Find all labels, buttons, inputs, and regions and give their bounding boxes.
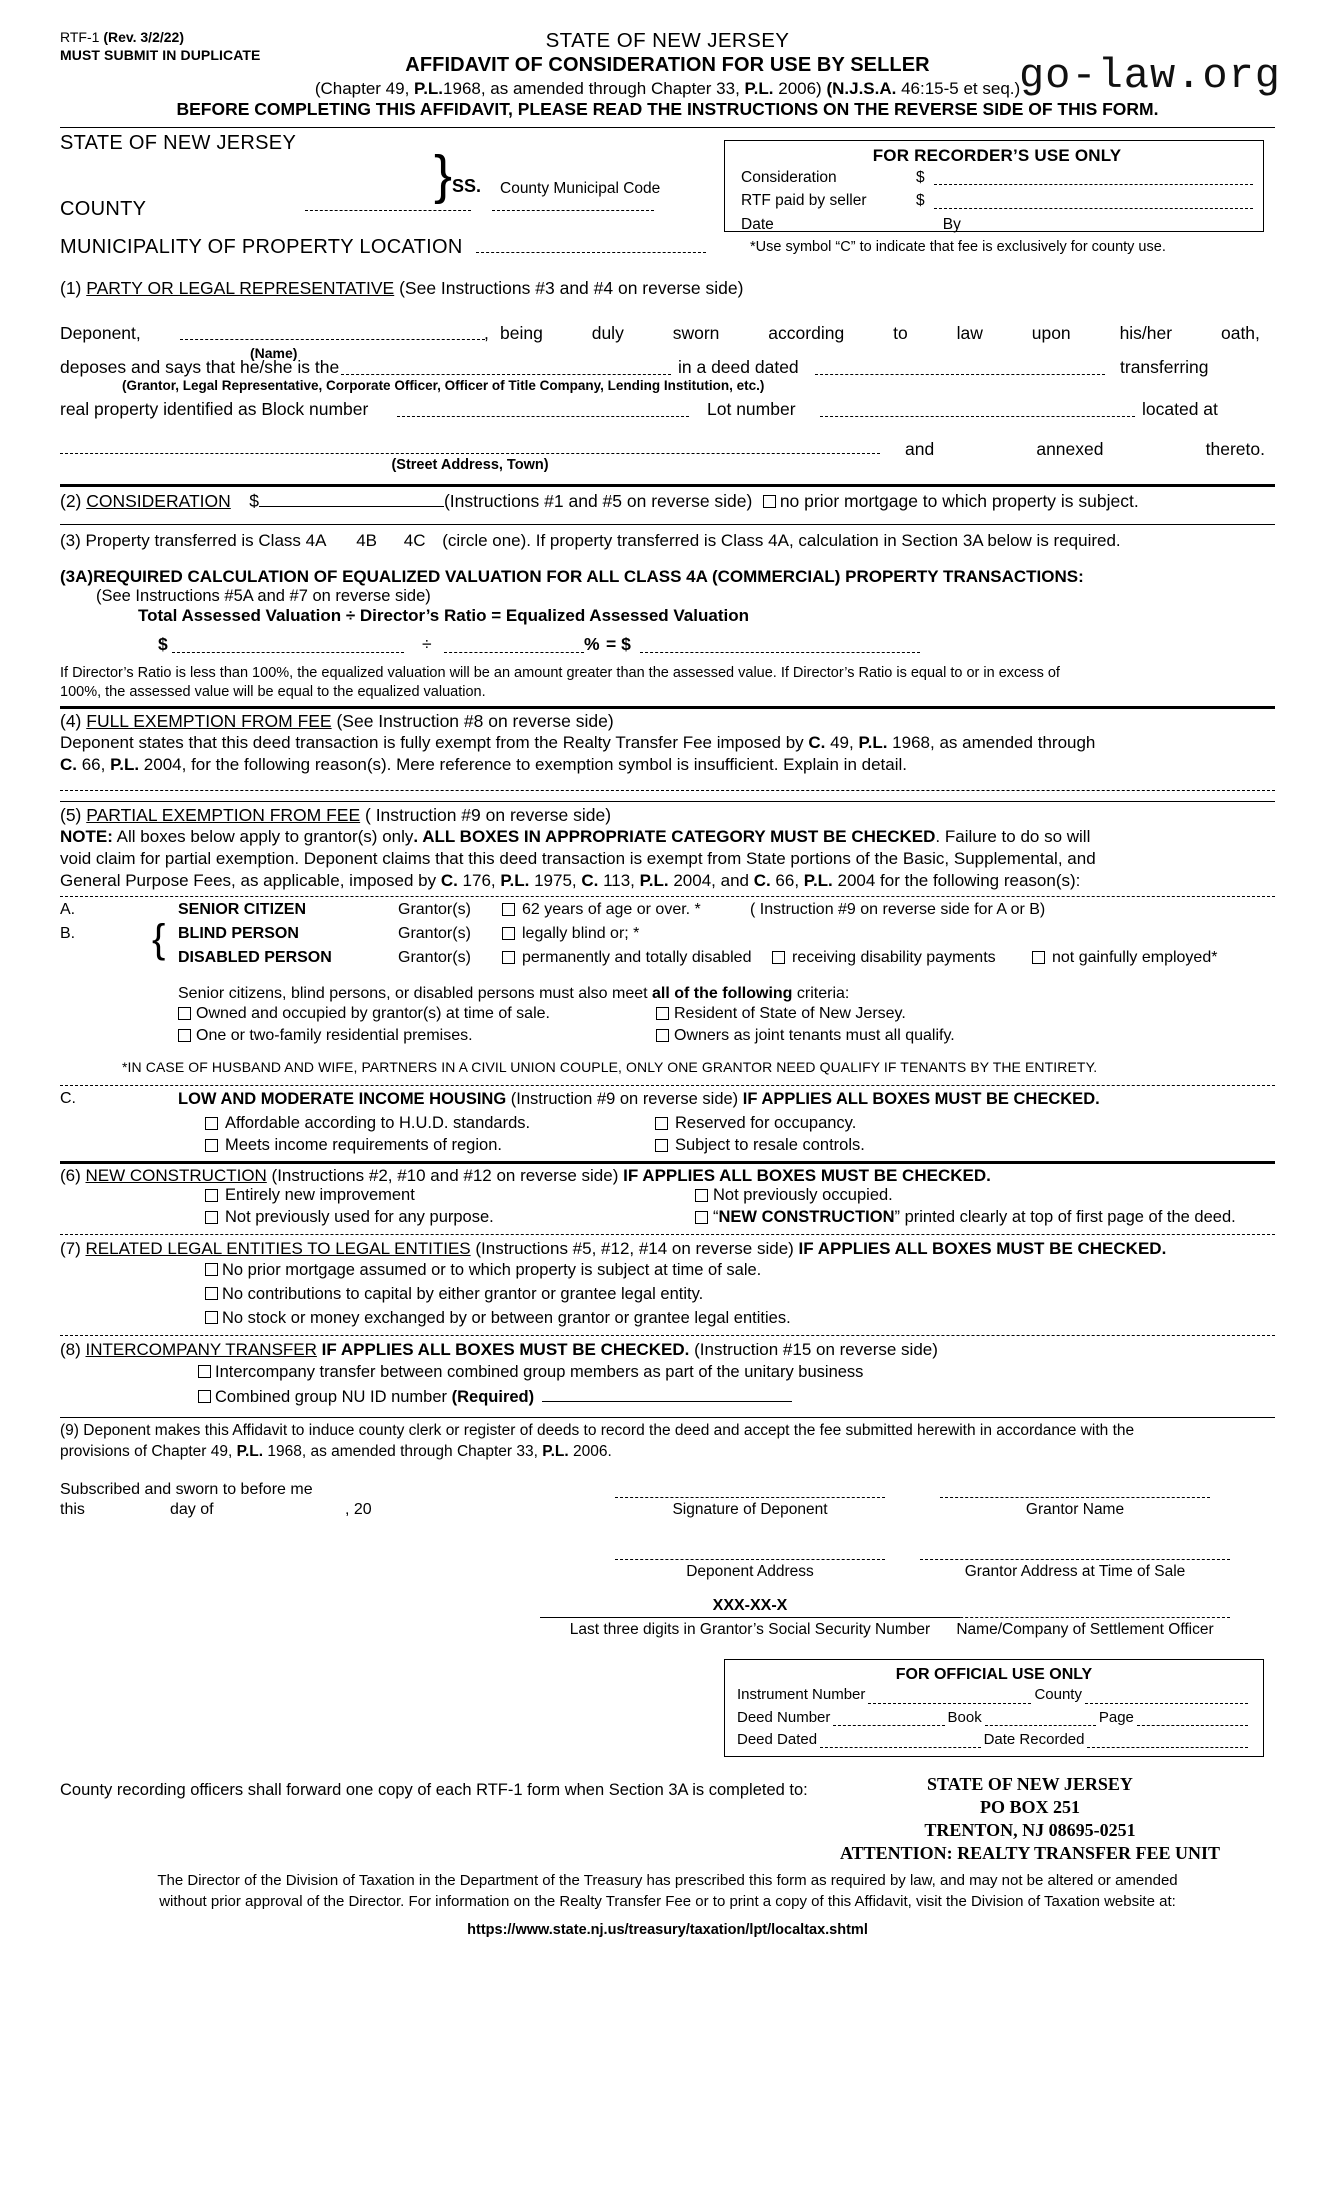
county-code-field[interactable] <box>492 210 654 211</box>
combined-group-nuid-checkbox[interactable] <box>198 1390 211 1403</box>
list-item: No contributions to capital by either grantor or grantee legal entity. <box>205 1283 1275 1307</box>
form-header <box>60 28 1281 124</box>
dollar-sign: $ <box>916 169 925 186</box>
hud-standards-label: Affordable according to H.U.D. standards. <box>225 1114 531 1133</box>
instrument-label: Instrument Number <box>737 1686 866 1704</box>
row-a-letter: A. <box>60 901 76 919</box>
address-line: STATE OF NEW JERSEY <box>927 1774 1133 1795</box>
this-label: this <box>60 1501 85 1519</box>
not-previously-used-label: Not previously used for any purpose. <box>225 1208 494 1227</box>
hud-standards-checkbox[interactable] <box>205 1117 218 1130</box>
recorder-consideration-row <box>741 166 1253 189</box>
deponent-address-caption: Deponent Address <box>686 1563 814 1581</box>
signature-deponent-field[interactable] <box>615 1497 885 1498</box>
use-symbol-note: *Use symbol “C” to indicate that fee is exclusively for county use. <box>750 239 1166 255</box>
section-4-body: Deponent states that this deed transaction is fully exempt from the Realty Transfer Fee imposed by C. 49, P.L. 1968, as amended through C. 66, P.L. 2004, for the following reason(s). Mere reference to exemption symbol is insufficient. Explain in detail. <box>60 732 1096 774</box>
page-label: Page <box>1098 1708 1134 1726</box>
sworn-word: duly <box>591 323 624 343</box>
divider <box>60 706 1275 709</box>
recorder-rtf-row <box>741 189 1253 212</box>
deponent-row: Deponent, , being duly sworn according to law upon his/her oath, (Name) <box>60 323 1260 361</box>
header-state: STATE OF NEW JERSEY <box>545 29 790 52</box>
section-3-text-2: (circle one). If property transferred is Class 4A, calculation in Section 3A below is required. <box>442 531 1121 550</box>
low-moderate-grid <box>205 1114 1275 1158</box>
street-address-row <box>60 439 1275 481</box>
disability-payments-checkbox[interactable] <box>772 951 785 964</box>
watermark: go-law.org <box>1018 52 1281 100</box>
section-2-instructions: (Instructions #1 and #5 on reverse side) <box>443 491 753 511</box>
equalized-valuation-field[interactable] <box>640 652 920 653</box>
grantor-address-field[interactable] <box>920 1559 1230 1560</box>
disability-payments-label: receiving disability payments <box>792 949 996 967</box>
block-field[interactable] <box>397 416 689 417</box>
instrument-field[interactable] <box>868 1703 1031 1704</box>
list-item: Combined group NU ID number (Required) <box>198 1385 1275 1410</box>
dollar-sign: $ <box>158 633 168 654</box>
thereto-word: thereto. <box>1205 439 1265 459</box>
dollar-sign: $ <box>249 491 259 511</box>
signature-deponent-caption: Signature of Deponent <box>672 1501 828 1519</box>
section-3a-instructions: (See Instructions #5A and #7 on reverse side) <box>96 586 431 605</box>
divider <box>60 1234 1275 1235</box>
blind-disabled-row <box>60 917 1275 975</box>
grantor-name-caption: Grantor Name <box>1025 1501 1125 1519</box>
senior-citizen-label: SENIOR CITIZEN <box>178 901 307 919</box>
divider <box>60 896 1275 897</box>
legally-blind-checkbox[interactable] <box>502 927 515 940</box>
recorder-rtf-label: RTF paid by seller <box>741 192 867 210</box>
annexed-word: annexed <box>1036 439 1104 459</box>
sworn-word: to <box>893 323 908 343</box>
resident-nj-checkbox[interactable] <box>656 1007 669 1020</box>
recorder-by-field[interactable] <box>969 213 1253 232</box>
deponent-label: Deponent, <box>60 323 141 343</box>
forward-address <box>820 1773 1240 1865</box>
section-1-heading: (1) PARTY OR LEGAL REPRESENTATIVE (See Instructions #3 and #4 on reverse side) <box>60 278 744 298</box>
block-label: real property identified as Block number <box>60 399 369 419</box>
entirely-new-label: Entirely new improvement <box>225 1186 415 1205</box>
signature-block <box>60 1469 1275 1649</box>
no-stock-money-checkbox[interactable] <box>205 1311 218 1324</box>
form-revision: (Rev. 3/2/22) <box>103 29 184 45</box>
new-construction-printed-label: “NEW CONSTRUCTION” printed clearly at top of first page of the deed. <box>713 1208 1236 1227</box>
class-4c-option[interactable]: 4C <box>403 531 426 550</box>
row-c-letter: C. <box>60 1090 76 1108</box>
entirely-new-checkbox[interactable] <box>205 1189 218 1202</box>
brace-glyph: { <box>152 917 166 962</box>
ssn-caption: Last three digits in Grantor’s Social Security Number <box>569 1621 931 1639</box>
row-b-letter: B. <box>60 925 76 943</box>
section-3a <box>60 567 1275 703</box>
sworn-word: upon <box>1031 323 1071 343</box>
year-label: , 20 <box>345 1501 372 1519</box>
grantors-label: Grantor(s) <box>398 925 471 943</box>
located-at-text: located at <box>1142 399 1218 419</box>
legally-blind-label: legally blind or; * <box>522 925 640 943</box>
county-field[interactable] <box>1085 1703 1248 1704</box>
blind-person-label: BLIND PERSON <box>178 925 299 943</box>
duplicate-notice: MUST SUBMIT IN DUPLICATE <box>60 47 261 64</box>
sworn-word: oath, <box>1220 323 1260 343</box>
sworn-word: being <box>500 323 543 343</box>
section-2 <box>60 491 1275 521</box>
reserved-occupancy-checkbox[interactable] <box>655 1117 668 1130</box>
street-address-field[interactable] <box>60 453 880 454</box>
section-2-number: (2) <box>60 491 87 511</box>
footer-forward-block <box>60 1773 1275 1864</box>
criteria-label: Owned and occupied by grantor(s) at time of sale. <box>196 1005 550 1023</box>
recorder-date-label: Date <box>741 215 774 233</box>
senior-citizen-row <box>60 901 1275 925</box>
permanently-disabled-label: permanently and totally disabled <box>522 949 752 967</box>
deed-dated-row <box>737 1729 1251 1751</box>
recorder-consideration-field[interactable] <box>934 166 1253 185</box>
section-3 <box>60 530 1275 553</box>
role-caption: (Grantor, Legal Representative, Corporate Officer, Officer of Title Company, Lending Institution, etc.) <box>122 378 765 393</box>
section-4 <box>60 711 1275 791</box>
criteria-label: Resident of State of New Jersey. <box>674 1005 906 1023</box>
recorder-date-field[interactable] <box>774 213 929 232</box>
block-lot-row <box>60 399 1275 439</box>
recorder-by-label: By <box>942 215 961 233</box>
deed-dated-field[interactable] <box>820 1747 981 1748</box>
section-3a-calc-row <box>60 634 1275 664</box>
disclaimer-line: without prior approval of the Director. For information on the Realty Transfer Fee or to print a copy of this Affidavit, visit the Division of Taxation website at: <box>159 1892 1176 1910</box>
divider <box>60 1335 1275 1336</box>
sworn-word: law <box>956 323 983 343</box>
not-previously-used-checkbox[interactable] <box>205 1211 218 1224</box>
joint-tenants-checkbox[interactable] <box>656 1029 669 1042</box>
class-4b-option[interactable]: 4B <box>356 531 378 550</box>
official-use-wrapper <box>60 1659 1275 1769</box>
jurisdiction-block <box>60 132 1275 236</box>
recorder-date-row <box>741 213 1253 236</box>
divider <box>60 484 1275 487</box>
section-2-title: CONSIDERATION <box>86 491 231 511</box>
divider <box>60 1161 1275 1164</box>
new-construction-grid <box>205 1186 1275 1230</box>
section-3a-formula: Total Assessed Valuation ÷ Director’s Ratio = Equalized Assessed Valuation <box>138 605 749 625</box>
disabled-person-label: DISABLED PERSON <box>178 949 332 967</box>
ss-label: SS. <box>452 176 482 196</box>
combined-group-nuid-field[interactable] <box>542 1401 792 1402</box>
lot-label: Lot number <box>707 399 796 419</box>
deed-dated-text: in a deed dated <box>678 357 799 377</box>
address-line: PO BOX 251 <box>979 1797 1080 1818</box>
subscribed-label: Subscribed and sworn to before me <box>60 1481 313 1499</box>
list-item: No prior mortgage assumed or to which property is subject at time of sale. <box>205 1259 1275 1283</box>
deponent-name-field[interactable] <box>180 339 485 340</box>
owned-occupied-checkbox[interactable] <box>178 1007 191 1020</box>
section-5-note: NOTE: All boxes below apply to grantor(s) only. ALL BOXES IN APPROPRIATE CATEGORY MUST BE CHECKED. Failure to do so will void claim for partial exemption. Deponent claims that this deed transaction is exempt from State portions of the Basic, Supplemental, and General Purpose Fees, as applicable, imposed by C. 176, P.L. 1975, C. 113, P.L. 2004, and C. 66, P.L. 2004 for the following reason(s): <box>60 826 1096 891</box>
criteria-label: Owners as joint tenants must all qualify. <box>674 1027 955 1045</box>
book-field[interactable] <box>985 1725 1096 1726</box>
county-label: County <box>1034 1686 1082 1704</box>
directors-ratio-field[interactable] <box>444 652 584 653</box>
deed-number-row <box>737 1707 1251 1729</box>
intercompany-transfer-checkbox[interactable] <box>198 1365 211 1378</box>
not-gainfully-employed-label: not gainfully employed* <box>1052 949 1218 967</box>
section-4-heading: (4) FULL EXEMPTION FROM FEE (See Instruction #8 on reverse side) <box>60 710 614 731</box>
new-construction-printed-checkbox[interactable] <box>695 1211 708 1224</box>
date-recorded-label: Date Recorded <box>983 1730 1085 1748</box>
date-recorded-field[interactable] <box>1087 1747 1248 1748</box>
row-c-bold: IF APPLIES ALL BOXES MUST BE CHECKED. <box>742 1090 1100 1109</box>
husband-wife-note: *IN CASE OF HUSBAND AND WIFE, PARTNERS IN A CIVIL UNION COUPLE, ONLY ONE GRANTOR NEED QUALIFY IF TENANTS BY THE ENTIRETY. <box>122 1059 1098 1076</box>
section-3a-heading: (3A)REQUIRED CALCULATION OF EQUALIZED VALUATION FOR ALL CLASS 4A (COMMERCIAL) PROPERTY TRANSACTIONS: <box>60 566 1084 586</box>
no-contributions-checkbox[interactable] <box>205 1287 218 1300</box>
deed-number-label: Deed Number <box>737 1708 831 1726</box>
related-entities-list <box>205 1259 1275 1331</box>
senior-citizen-check-label: 62 years of age or over. * <box>522 901 701 919</box>
divide-symbol: ÷ <box>422 633 432 654</box>
row-a-instruction: ( Instruction #9 on reverse side for A or B) <box>750 901 1046 919</box>
reserved-occupancy-label: Reserved for occupancy. <box>675 1114 857 1133</box>
name-caption: (Name) <box>250 345 298 361</box>
no-prior-mortgage-checkbox[interactable] <box>763 495 776 508</box>
grantor-name-field[interactable] <box>940 1497 1210 1498</box>
resale-controls-label: Subject to resale controls. <box>675 1136 865 1155</box>
no-prior-mortgage-label: no prior mortgage to which property is subject. <box>779 491 1139 511</box>
recorder-rtf-field[interactable] <box>934 189 1253 208</box>
address-line: TRENTON, NJ 08695-0251 <box>924 1820 1136 1841</box>
state-label: STATE OF NEW JERSEY <box>60 132 297 154</box>
criteria-grid <box>178 1003 1275 1049</box>
recorder-box-title: FOR RECORDER’S USE ONLY <box>872 146 1122 165</box>
not-previously-occupied-checkbox[interactable] <box>695 1189 708 1202</box>
form-id: RTF-1 <box>60 29 104 45</box>
dollar-sign: $ <box>916 192 925 210</box>
section-9-line-2: provisions of Chapter 49, P.L. 1968, as amended through Chapter 33, P.L. 2006. <box>60 1443 612 1461</box>
criteria-intro: Senior citizens, blind persons, or disabled persons must also meet all of the following criteria: <box>178 985 850 1003</box>
county-field[interactable] <box>305 210 471 211</box>
street-caption: (Street Address, Town) <box>391 457 549 473</box>
section-9-line-1: (9) Deponent makes this Affidavit to induce county clerk or register of deeds to record the deed and accept the fee submitted herewith in accordance with the <box>60 1422 1135 1440</box>
municipality-label: MUNICIPALITY OF PROPERTY LOCATION <box>60 236 463 258</box>
page-field[interactable] <box>1137 1725 1248 1726</box>
form-identifier-block <box>60 28 260 65</box>
forward-text: County recording officers shall forward one copy of each RTF-1 form when Section 3A is completed to: <box>60 1781 808 1800</box>
divider <box>60 801 1275 802</box>
section-8 <box>60 1340 1275 1410</box>
role-field[interactable] <box>341 374 671 375</box>
recorder-consideration-label: Consideration <box>741 169 837 186</box>
header-instruction-banner: BEFORE COMPLETING THIS AFFIDAVIT, PLEASE READ THE INSTRUCTIONS ON THE REVERSE SIDE OF THIS FORM. <box>176 99 1159 120</box>
official-use-box <box>724 1659 1264 1757</box>
deposes-text: deposes and says that he/she is the <box>60 357 340 377</box>
ssn-mask: XXX-XX-X <box>712 1597 788 1615</box>
deposes-row <box>60 357 1275 399</box>
no-prior-mortgage-assumed-checkbox[interactable] <box>205 1263 218 1276</box>
ssn-field[interactable] <box>540 1617 960 1618</box>
municipality-field[interactable] <box>476 252 706 253</box>
list-item: No stock or money exchanged by or between grantor or grantee legal entities. <box>205 1307 1275 1331</box>
lot-field[interactable] <box>820 416 1135 417</box>
and-word: and <box>905 439 935 459</box>
header-citation: (Chapter 49, P.L.1968, as amended through Chapter 33, P.L. 2006) (N.J.S.A. 46:15-5 et seq.) <box>314 79 1021 99</box>
sworn-word: according <box>768 323 845 343</box>
official-box-title: FOR OFFICIAL USE ONLY <box>895 1666 1093 1684</box>
disclaimer-line: The Director of the Division of Taxation in the Department of the Treasury has prescribed this form as required by law, and may not be altered or amended <box>157 1872 1178 1890</box>
taxation-url[interactable]: https://www.state.nj.us/treasury/taxation/lpt/localtax.shtml <box>467 1921 868 1938</box>
county-municipal-code-label: County Municipal Code <box>500 180 661 197</box>
instrument-row <box>737 1684 1251 1706</box>
deed-date-field[interactable] <box>815 374 1105 375</box>
day-of-label: day of <box>170 1501 214 1519</box>
assessed-valuation-field[interactable] <box>172 652 404 653</box>
divider <box>60 524 1275 525</box>
section-5-heading: (5) PARTIAL EXEMPTION FROM FEE ( Instruction #9 on reverse side) <box>60 804 612 825</box>
section-9 <box>60 1421 1275 1463</box>
not-previously-occupied-label: Not previously occupied. <box>713 1186 893 1205</box>
divider <box>60 127 1275 128</box>
section-7 <box>60 1239 1275 1331</box>
section-5 <box>60 805 1275 1158</box>
transferring-text: transferring <box>1120 357 1209 377</box>
permanently-disabled-checkbox[interactable] <box>502 951 515 964</box>
settlement-officer-caption: Name/Company of Settlement Officer <box>956 1621 1214 1639</box>
grantors-label: Grantor(s) <box>398 949 471 967</box>
deed-dated-label: Deed Dated <box>737 1730 818 1748</box>
not-gainfully-employed-checkbox[interactable] <box>1032 951 1045 964</box>
senior-citizen-checkbox[interactable] <box>502 903 515 916</box>
sworn-word: his/her <box>1119 323 1173 343</box>
municipality-row <box>60 236 1275 270</box>
income-requirements-checkbox[interactable] <box>205 1139 218 1152</box>
one-two-family-checkbox[interactable] <box>178 1029 191 1042</box>
deed-number-field[interactable] <box>833 1725 944 1726</box>
intercompany-list <box>198 1360 1275 1410</box>
settlement-officer-field[interactable] <box>940 1617 1230 1618</box>
section-3a-note: If Director’s Ratio is less than 100%, the equalized valuation will be an amount greater than the assessed value. If Director’s Ratio is equal to or in excess of 100%, the assessed value will be equal to the equalized valuation. <box>60 664 1060 701</box>
divider <box>60 1417 1275 1418</box>
equals-dollar: = $ <box>606 633 631 654</box>
criteria-label: One or two-family residential premises. <box>196 1027 473 1045</box>
resale-controls-checkbox[interactable] <box>655 1139 668 1152</box>
county-label: COUNTY <box>60 198 147 220</box>
row-c-instruction: (Instruction #9 on reverse side) <box>506 1090 743 1109</box>
section-6-heading: (6) NEW CONSTRUCTION (Instructions #2, #10 and #12 on reverse side) IF APPLIES ALL BOXES MUST BE CHECKED. <box>60 1166 991 1186</box>
low-moderate-label: LOW AND MODERATE INCOME HOUSING <box>178 1090 507 1109</box>
section-4-explanation-field[interactable] <box>60 790 1275 791</box>
section-1-title: PARTY OR LEGAL REPRESENTATIVE <box>86 278 395 298</box>
deponent-address-field[interactable] <box>615 1559 885 1560</box>
percent-symbol: % <box>584 633 600 654</box>
footer-disclaimer <box>60 1871 1275 1912</box>
header-title: AFFIDAVIT OF CONSIDERATION FOR USE BY SELLER <box>405 54 930 77</box>
section-8-heading: (8) INTERCOMPANY TRANSFER IF APPLIES ALL BOXES MUST BE CHECKED. (Instruction #15 on reverse side) <box>60 1339 938 1359</box>
income-requirements-label: Meets income requirements of region. <box>225 1136 502 1155</box>
grantor-address-caption: Grantor Address at Time of Sale <box>964 1563 1186 1581</box>
low-moderate-income-row <box>60 1090 1275 1114</box>
recorder-use-box <box>724 140 1264 232</box>
brace-glyph: } <box>434 145 453 205</box>
grantors-label: Grantor(s) <box>398 901 471 919</box>
book-label: Book <box>947 1708 982 1726</box>
address-line: ATTENTION: REALTY TRANSFER FEE UNIT <box>839 1843 1221 1864</box>
section-3-text: (3) Property transferred is Class 4A <box>60 531 326 550</box>
divider <box>60 1085 1275 1086</box>
consideration-field[interactable] <box>259 506 444 507</box>
sworn-word: sworn <box>672 323 720 343</box>
section-7-heading: (7) RELATED LEGAL ENTITIES TO LEGAL ENTITIES (Instructions #5, #12, #14 on reverse side) IF APPLIES ALL BOXES MUST BE CHECKED. <box>60 1239 1167 1259</box>
section-6 <box>60 1166 1275 1230</box>
list-item: Intercompany transfer between combined group members as part of the unitary business <box>198 1360 1275 1385</box>
